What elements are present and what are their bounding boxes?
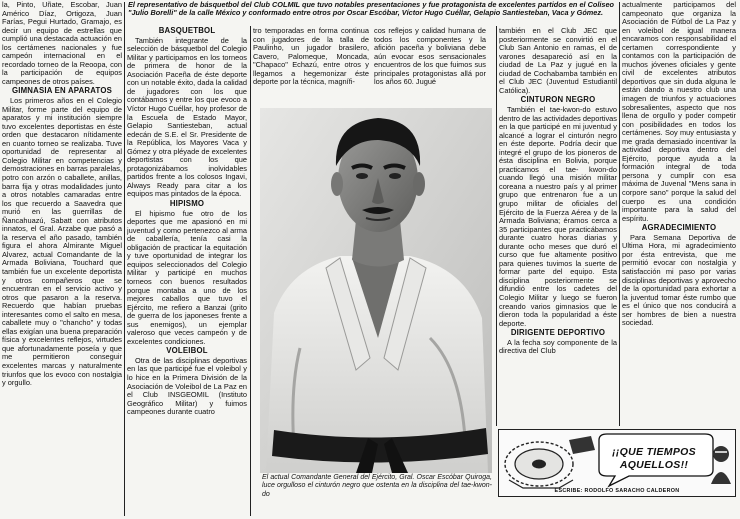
column-rule <box>250 26 251 516</box>
col1-heading-gimnasia: GIMNASIA EN APARATOS <box>11 86 113 96</box>
column-rule <box>496 26 497 426</box>
portrait-illustration <box>260 108 492 473</box>
col5-paragraph-2: También el tae-kwon-do estuvo dentro de las actividades deportivas en la que participé en mi juventud y alcancé a lograr el cinturón negro en éste deporte. Podría decir que integré el grupo de los pioneros de ésta disciplina en Bolivia, porque practicamos el tae- kwon-do cuando llegó una misión militar coreana a nuestro país y al primer grupo que entrenaron fue a un grupo militar de oficiales del Ejército de la Fuerza Aérea y de la Armada Boliviana; éramos cerca a 35 participantes que practicábamos durante cuatro horas diarias y durante ocho meses que duró el curso que fue altamente positivo para quienes tuvimos la suerte de formar parte del equipo. Esta disciplina posteriormente se difundió entre los cadetes del Colegio Militar y luego se fueron creando varios gimnasios que le dieron toda la popularidad a éste deporte. <box>499 104 617 328</box>
column-4 <box>374 27 486 105</box>
col2-heading-hipismo: HIPISMO <box>169 198 205 208</box>
col5-paragraph-3: A la fecha soy componente de la directiva del Club <box>499 337 617 356</box>
col2-paragraph-2: El hipismo fue otro de los deportes que me apasionó en mi juventud y como pertenezco al arma de caballería, tenía casi la obligación de practicar la equitación y tuve oportunidad de integrar los equipos seleccionados del Colegio Militar y participé en muchos torneos con buenos resultados porque montaba a uno de los mejores caballos que tuvo el Ejército, me refiero a Banzai (grito de guerra de los japoneses frente a sus enemigos), un ejemplar valeroso que veces campeón y de excelentes condiciones. <box>127 208 247 346</box>
col2-paragraph-3: Otra de las disciplinas deportivas en las que participé fue el voleibol y lo hice en la Primera División de la Asociación de Voleibol de La Paz en el Club INSGEOMIL (Instituto Geográfico Militar) y fuimos campeones durante cuatro <box>127 355 247 417</box>
col6-paragraph-2: Para Semana Deportiva de Ultima Hora, mi agradecimiento por ésta entrevista, que me permitió evocar con nostalgia y satisfacción mi paso por varias disciplinas deportivas y aprovecho de la oportunidad para exhortar a la juventud tomar éste rumbo que es el único que nos conducirá a ser hombres de bien a nuestra sociedad. <box>622 232 736 328</box>
col5-heading-cinturon: CINTURON NEGRO <box>520 95 596 105</box>
banner-byline: ESCRIBE: RODOLFO SARACHO CALDERON <box>554 488 680 494</box>
col5-heading-dirigente: DIRIGENTE DEPORTIVO <box>510 328 606 338</box>
col6-paragraph-1: actualmente participamos del campeonato que organiza la Asociación de Fútbol de La Paz y en voleibol de igual manera encaramos con responsabilidad el certamen correspondiente y contamos con la participación de muchos jóvenes oficiales y gente civil de excelentes atributos deportivos que sin duda alguna le están dando a nuestro club una imagen de triunfos y actuaciones sobresalientes, aspecto que nos llena de orgullo y poder competir con posibilidades en todos los certámenes. Soy muy entusiasta y me grada demasiado incentivar la actividad deportiva dentro del Ejército, porque ayuda a la formación integral de toda persona y cumplir con esa máxima de Juvenal "Mens sana in corpore sano" porque la salud del cuerpo es una condición importante para la salud del espíritu. <box>622 1 736 223</box>
column-1 <box>2 1 122 517</box>
column-5 <box>499 27 617 427</box>
column-6 <box>622 1 736 427</box>
banner-title: ¡¡QUE TIEMPOS AQUELLOS!! <box>612 446 696 471</box>
article-intro: El representativo de básquetbol del Club COLMIL que tuvo notables presentaciones y fue protagonista de excelentes partidos en el Coliseo "Julio Borelli" de la calle México y conformado entre otros por Oscar Escóbar, Víctor Hugo Cuéllar, Gelapio Santiesteban, Vaca y Gómez. <box>128 0 614 18</box>
portrait-photo <box>260 108 492 473</box>
col1-paragraph-1: la, Pinto, Uñate, Escobar, Juan Américo Díaz, Ortigoza, Juan Farías, Pegui Hurtado, Gramajo, es decir un equipo de estrellas que cumplió una destacada actuación en los certámenes nacionales y fue campeón internacional en el recordado torneo de la Reoopa, con la participación de equipos campeones de otros países. <box>2 1 122 86</box>
column-rule <box>124 2 125 516</box>
column-2 <box>127 26 247 517</box>
col2-paragraph-1: También integrante de la selección de básquetbol del Colegio Militar y participamos en los torneos de primera de honor de la Asociación Paceña de éste deporte con un notable éxito, dada la calidad de jugadores con los que contábamos y entre los que evoco a Víctor Hugo Cuéllar, hoy profesor de la Escuela de Estado Mayor, Gelapio Santiesteban, actual edecán de S.E. el Sr. Presidente de la República, los Mayores Vaca y Gómez y otra pléyade de excelentes deportistas con los que protagonizábamos inolvidables partidos frente a los colosos Ingavi, Always Ready para citar a los equipos mas pintados de la época. <box>127 35 247 199</box>
col4-paragraph-1: cos reflejos y calidad humana de todos los componentes y la afición paceña y boliviana debe aún evocar esos sensacionales encuentros de los que fuimos sus principales protagonistas allá por los años 60. Jugué <box>374 27 486 87</box>
col3-paragraph-1: tro temporadas en forma continua con jugadores de la talla de Paulinho, un jugador brasilero, Cavero, Palomeque, Moncada, "Chapaco" Echazú, entre otros y llegamos a hegemonizar éste deporte por la técnica, magnífi- <box>253 27 369 87</box>
col5-paragraph-1: también en el Club JEC que posteriormente se convirtió en el Club San Antonio en ramas, el de varones desapareció así en la ciudad de La Paz y jugué en la ciudad de Cochabamba también en el Club JEC (Juventud Estudiantil Católica). <box>499 27 617 95</box>
photo-caption: El actual Comandante General del Ejército, Gral. Oscar Escóbar Quiroga, luce orgulloso el cinturón negro que ostenta en la disciplina del tae-kwon-do <box>262 474 492 498</box>
column-3 <box>253 27 369 105</box>
col1-paragraph-2: Los primeros años en el Colegio Militar, forme parte del equipo de aparatos y mi institución siempre tuvo excelentes deportistas en éste orden que destacaron nítidamente en cuanto torneo se realizaba. Tuve oportunidad de representar al Colegio Militar en competencias y demostraciones en barras paralelas, potro con arzón o caballete, anillas, barra fija y otras modalidades junto a otros notables camaradas entre los que recuerdo a Saavedra que murió en las guerrillas de Ñancahuazú, Sabatt con atributos innatos, el Gral. Arzabe que pasó a la reserva el año pasado, también figura el ahora Almirante Miguel Alvarez, actual Comandante de la Armada Boliviana, Touchard que también fue un excelente deportista y otros compañeros que se encuentran en el servicio activo y otros que pasaron a la reserva. Recuerdo que habían pruebas interesantes como el salto en mesa, caballete muy o "chancho" y todas ellas exigían una buena preparación física y excelentes reflejos, virtudes que afortunadamente poseía y que me permitieron conseguir excelentes marcas y naturalmente triunfos que los evoco con nostalgia y orgullo. <box>2 96 122 388</box>
col6-heading-agradecimiento: AGRADECIMIENTO <box>641 223 717 233</box>
col2-heading-basquetbol: BASQUETBOL <box>158 26 216 35</box>
col2-heading-voleibol: VOLEIBOL <box>166 346 208 356</box>
column-rule <box>619 2 620 426</box>
section-banner <box>498 429 736 497</box>
